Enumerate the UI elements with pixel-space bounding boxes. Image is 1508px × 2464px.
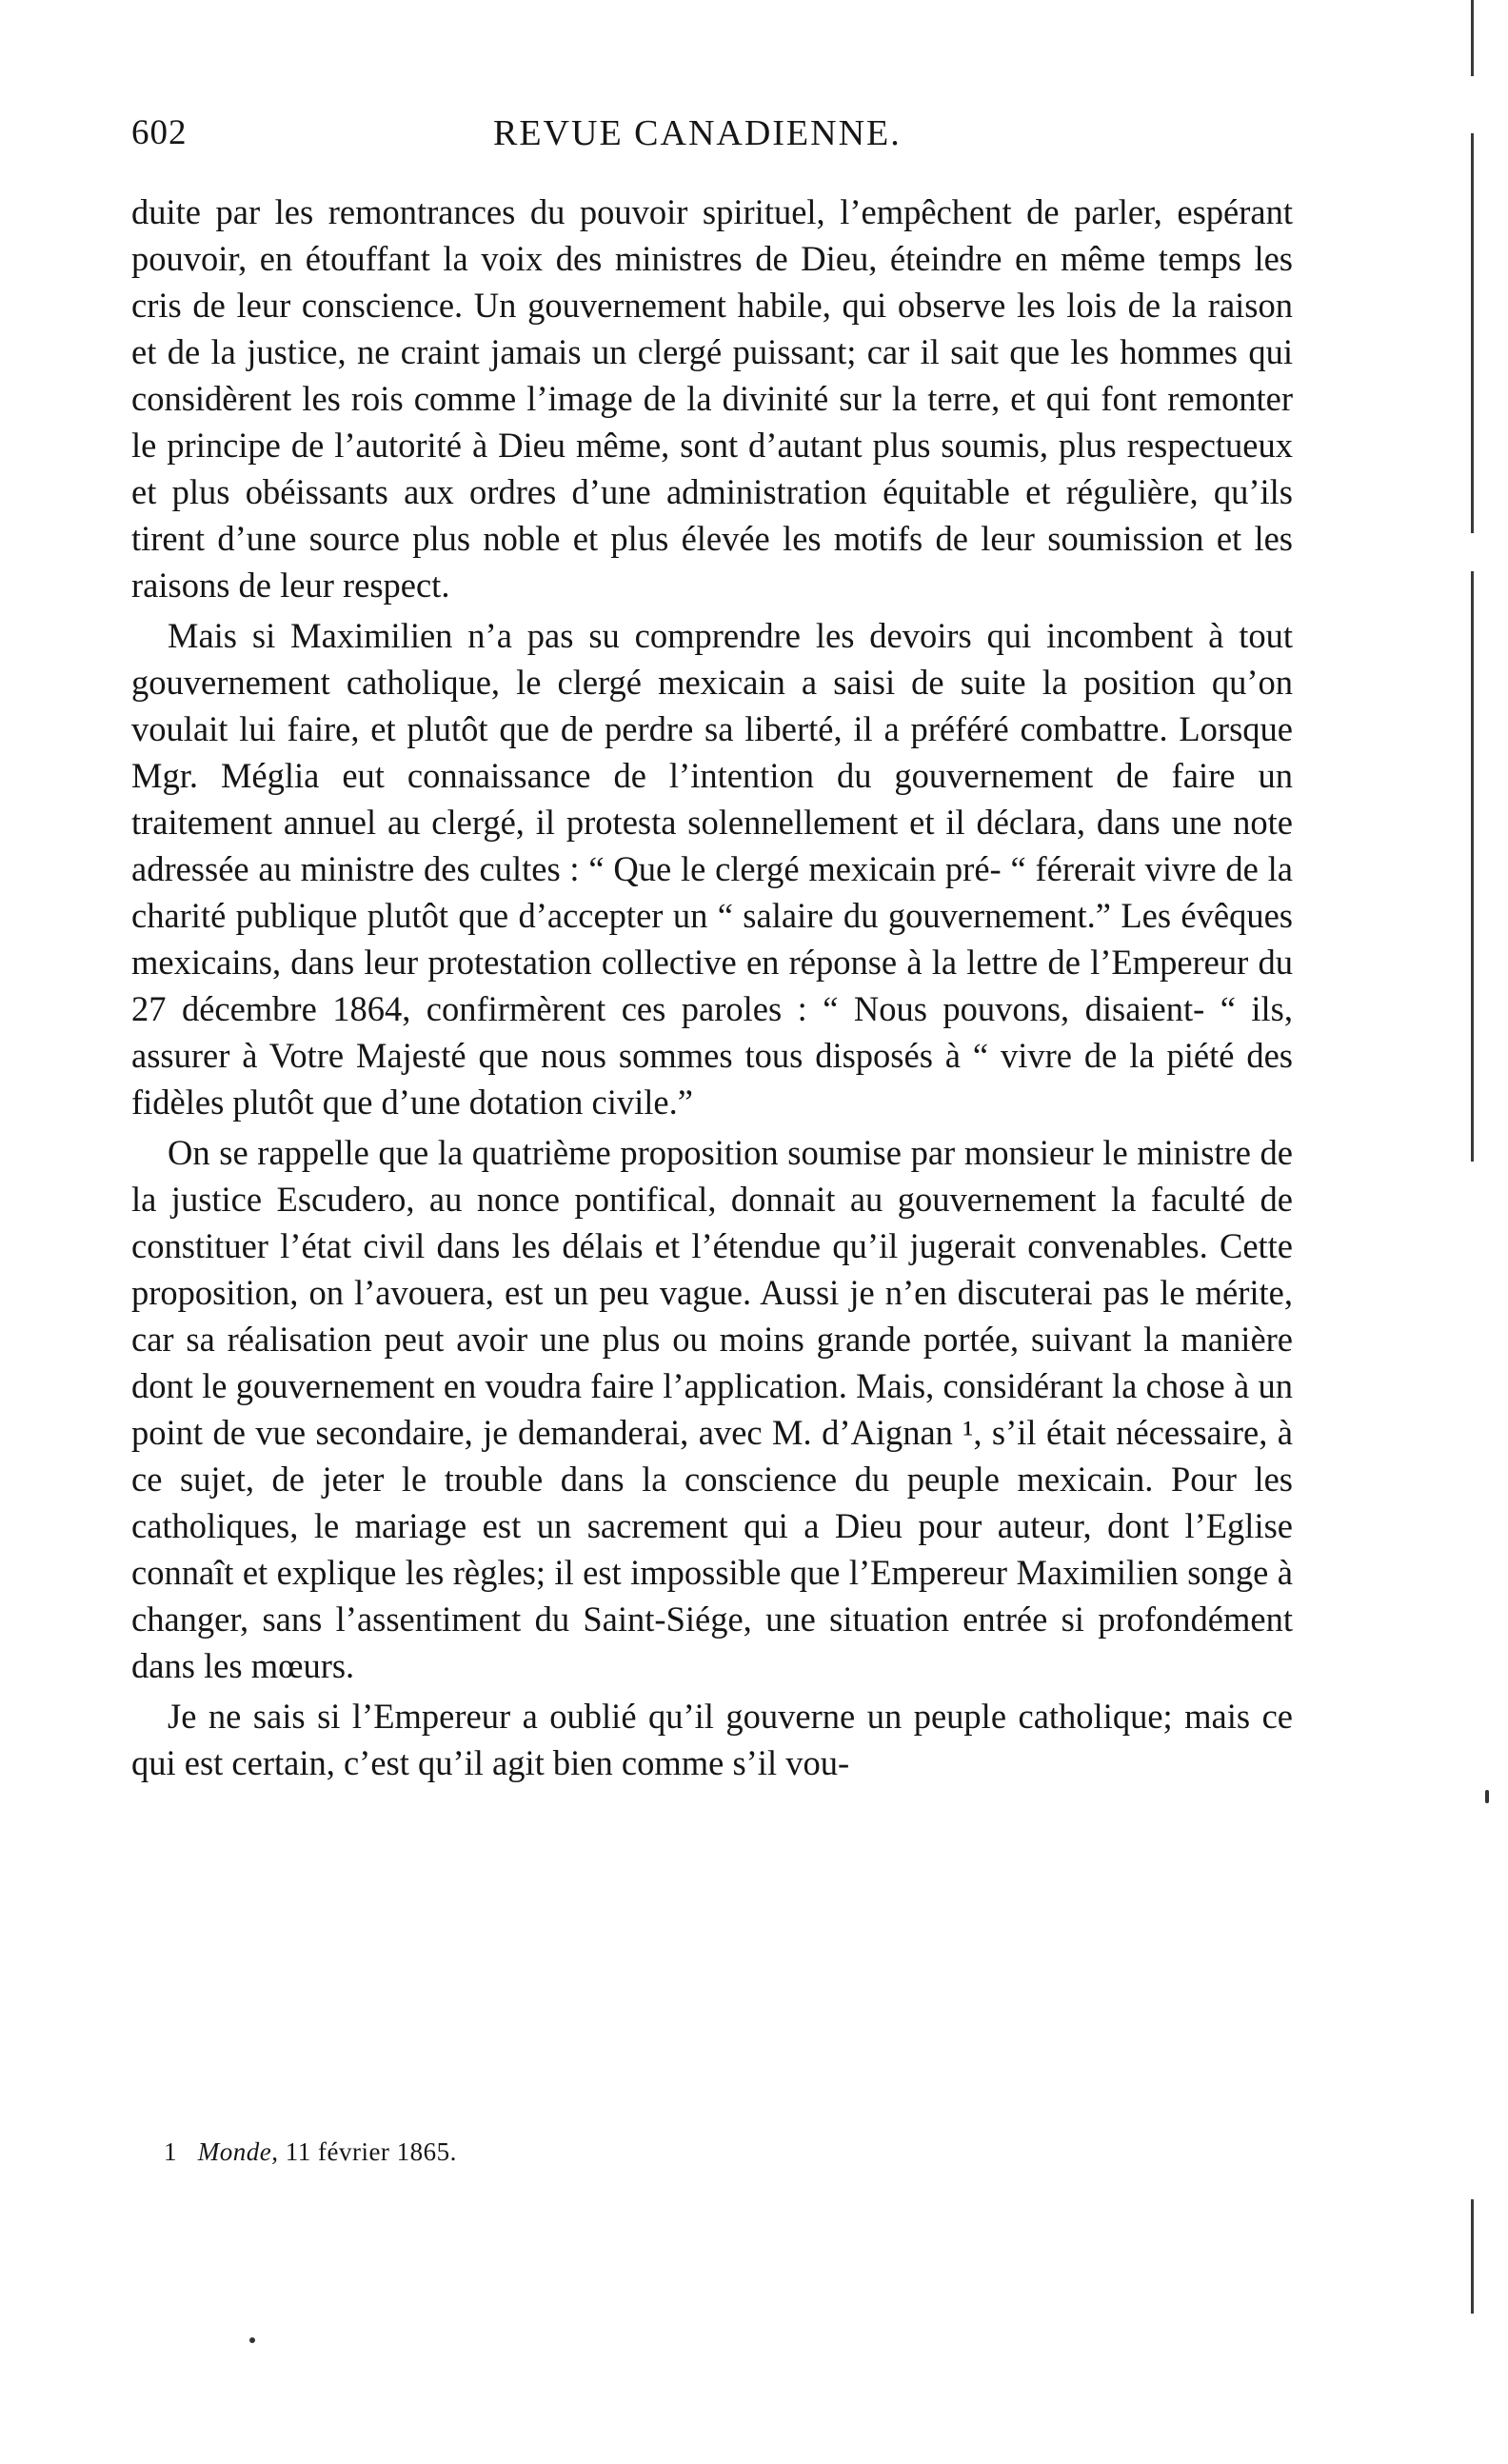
page-header <box>131 112 1293 169</box>
paragraph-1: duite par les remontrances du pouvoir spirituel, l’empêchent de parler, espérant pouvoir, en étouffant la voix des ministres de Dieu, éteindre en même temps les cris de leur conscience. Un gouvernement habile, qui observe les lois de la raison et de la justice, ne craint jamais un clergé puissant; car il sait que les hommes qui considèrent les rois comme l’image de la divinité sur la terre, et qui font remonter le principe de l’autorité à Dieu même, sont d’autant plus soumis, plus respectueux et plus obéissants aux ordres d’une administration équitable et régulière, qu’ils tirent d’une source plus noble et plus élevée les motifs de leur soumission et les raisons de leur respect. <box>131 192 1293 605</box>
scan-speck <box>249 2337 255 2343</box>
scan-edge-mark <box>1471 0 1474 76</box>
footnote-date: 11 février 1865. <box>285 2137 457 2166</box>
body-text <box>131 189 1293 1790</box>
scan-speck <box>1485 1790 1489 1803</box>
paragraph-2: Mais si Maximilien n’a pas su comprendre les devoirs qui incombent à tout gouvernement catholique, le clergé mexicain a saisi de suite la position qu’on voulait lui faire, et plutôt que de perdre sa liberté, il a préféré combattre. Lorsque Mgr. Méglia eut connaissance de l’intention du gouvernement de faire un traitement annuel au clergé, il protesta solennellement et il déclara, dans une note adressée au ministre des cultes : “ Que le clergé mexicain pré- “ férerait vivre de la charité publique plutôt que d’accepter un “ salaire du gouvernement.” Les évêques mexicains, dans leur protestation collective en réponse à la lettre de l’Empereur du 27 décembre 1864, confirmèrent ces paroles : “ Nous pouvons, disaient- “ ils, assurer à Votre Majesté que nous sommes tous disposés à “ vivre de la piété des fidèles plutôt que d’une dotation civile.” <box>131 616 1293 1122</box>
scan-edge-mark <box>1471 2199 1474 2314</box>
paragraph-3: On se rappelle que la quatrième proposition soumise par monsieur le ministre de la justice Escudero, au nonce pontifical, donnait au gouvernement la faculté de constituer l’état civil dans les délais et l’étendue qu’il jugerait convenables. Cette proposition, on l’avouera, est un peu vague. Aussi je n’en discuterai pas le mérite, car sa réalisation peut avoir une plus ou moins grande portée, suivant la manière dont le gouvernement en voudra faire l’application. Mais, considérant la chose à un point de vue secondaire, je demanderai, avec M. d’Aignan ¹, s’il était nécessaire, à ce sujet, de jeter le trouble dans la conscience du peuple mexicain. Pour les catholiques, le mariage est un sacrement qui a Dieu pour auteur, dont l’Eglise connaît et explique les règles; il est impossible que l’Empereur Maximilien songe à changer, sans l’assentiment du Saint-Siége, une situation entrée si profondément dans les mœurs. <box>131 1133 1293 1685</box>
running-title: REVUE CANADIENNE. <box>493 113 902 153</box>
page-number: 602 <box>131 113 188 152</box>
footnote-marker: 1 <box>164 2137 177 2166</box>
scan-edge-mark <box>1471 571 1474 1162</box>
paragraph-4: Je ne sais si l’Empereur a oublié qu’il gouverne un peuple catholique; mais ce qui est certain, c’est qu’il agit bien comme s’il vou- <box>131 1697 1293 1782</box>
footnote-source: Monde, <box>197 2137 279 2166</box>
scan-edge-mark <box>1471 133 1474 533</box>
footnote <box>164 2137 457 2167</box>
